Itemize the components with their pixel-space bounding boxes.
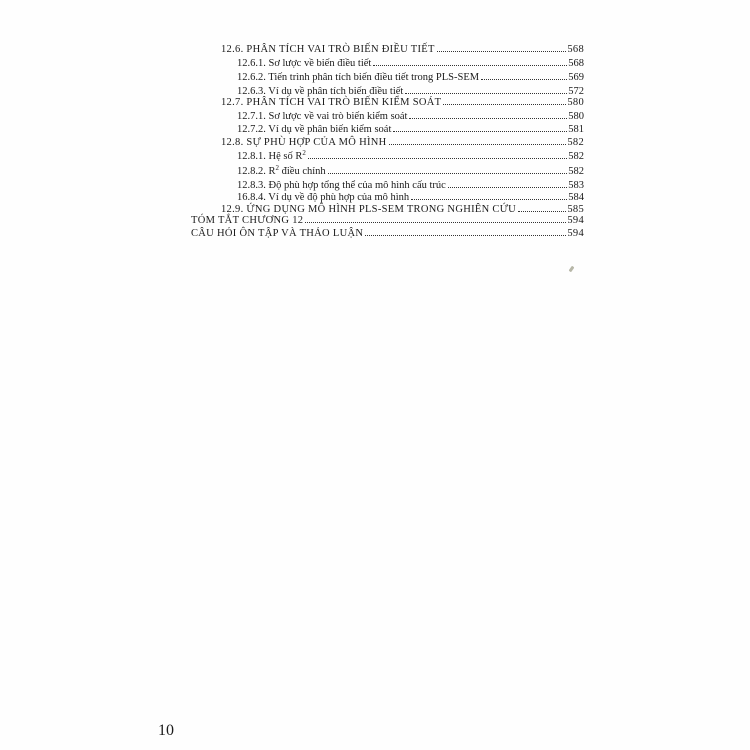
toc-entry-title-text: 12.8.1. Hệ số R: [237, 151, 303, 162]
dot-leader: [308, 158, 567, 159]
toc-entry-chapter-summary[interactable]: [191, 214, 584, 227]
toc-entry-12-8-1[interactable]: [237, 150, 584, 163]
toc-entry-title: 12.8.3. Độ phù hợp tổng thể của mô hình cấu trúc: [237, 180, 446, 191]
dot-leader: [305, 222, 566, 223]
toc-entry-title: 12.7.2. Ví dụ về phân biến kiểm soát: [237, 124, 392, 135]
toc-entry-page: 569: [568, 72, 584, 83]
toc-entry-page: 594: [567, 215, 584, 226]
toc-entry-page: 581: [568, 124, 584, 135]
toc-entry-page: 568: [568, 58, 584, 69]
dot-leader: [443, 104, 566, 105]
dot-leader: [328, 173, 568, 174]
dot-leader: [437, 51, 567, 52]
toc-entry-title: 12.7. PHÂN TÍCH VAI TRÒ BIẾN KIỂM SOÁT: [221, 97, 442, 108]
toc-entry-title: 12.8. SỰ PHÙ HỢP CỦA MÔ HÌNH: [221, 137, 387, 148]
toc-entry-page: 583: [568, 180, 584, 191]
toc-entry-12-7-1[interactable]: [237, 110, 584, 123]
dot-leader: [405, 93, 567, 94]
dot-leader: [518, 211, 566, 212]
toc-entry-page: 584: [568, 192, 584, 203]
dot-leader: [373, 65, 567, 66]
dot-leader: [389, 144, 567, 145]
superscript-two: 2: [302, 149, 306, 157]
toc-entry-page: 582: [568, 166, 584, 177]
toc-entry-12-7[interactable]: [221, 96, 584, 109]
toc-entry-page: 582: [567, 137, 584, 148]
toc-entry-title: 12.6.1. Sơ lược về biến điều tiết: [237, 58, 372, 69]
dot-leader: [411, 199, 567, 200]
toc-entry-page: 585: [567, 204, 584, 215]
toc-entry-title: [237, 150, 306, 163]
toc-entry-title: CÂU HỎI ÔN TẬP VÀ THẢO LUẬN: [191, 228, 364, 239]
toc-entry-title: 12.6. PHÂN TÍCH VAI TRÒ BIẾN ĐIỀU TIẾT: [221, 44, 435, 55]
toc-entry-title: 12.6.2. Tiến trình phân tích biến điều tiết trong PLS-SEM: [237, 72, 480, 83]
toc-entry-12-8-2[interactable]: [237, 165, 584, 178]
toc-entry-page: 582: [568, 151, 584, 162]
toc-entry-title: TÓM TẮT CHƯƠNG 12: [191, 215, 304, 226]
toc-entry-title: [237, 165, 326, 178]
dot-leader: [393, 131, 567, 132]
dot-leader: [481, 79, 567, 80]
toc-entry-12-7-2[interactable]: [237, 123, 584, 136]
toc-entry-title: 12.9. ỨNG DỤNG MÔ HÌNH PLS-SEM TRONG NGHIÊN CỨU: [221, 204, 517, 215]
toc-entry-12-8[interactable]: [221, 136, 584, 149]
toc-entry-page: 572: [568, 86, 584, 97]
dot-leader: [448, 187, 567, 188]
page-number: 10: [158, 722, 174, 739]
dot-leader: [409, 118, 567, 119]
toc-entry-title-suffix: điều chỉnh: [279, 166, 326, 177]
toc-entry-page: 594: [567, 228, 584, 239]
scan-speck: [569, 266, 575, 273]
superscript-two: 2: [275, 164, 280, 172]
toc-entry-page: 568: [567, 44, 584, 55]
toc-entry-12-6-2[interactable]: [237, 71, 584, 84]
toc-entry-page: 580: [567, 97, 584, 108]
dot-leader: [365, 235, 566, 236]
toc-entry-title: 12.7.1. Sơ lược về vai trò biến kiểm soát: [237, 111, 408, 122]
toc-entry-page: 580: [568, 111, 584, 122]
toc-entry-review-questions[interactable]: [191, 227, 584, 240]
toc-entry-12-6-1[interactable]: [237, 57, 584, 70]
toc-entry-title: 16.8.4. Ví dụ về độ phù hợp của mô hình: [237, 192, 410, 203]
toc-entry-title: 12.6.3. Ví dụ về phân tích biến điều tiết: [237, 86, 404, 97]
toc-entry-12-6[interactable]: [221, 43, 584, 56]
toc-entry-title-text: 12.8.2. R: [237, 166, 276, 177]
